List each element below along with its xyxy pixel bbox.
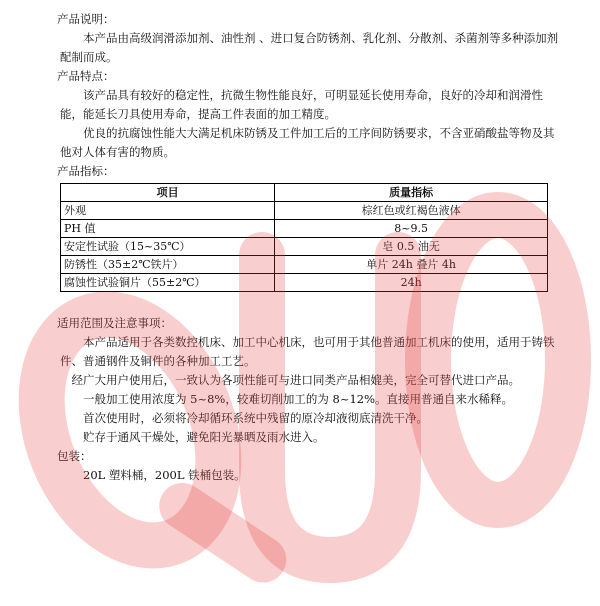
cell-item: 防锈性（35±2℃铁片）: [61, 256, 275, 274]
table-row: [61, 202, 548, 220]
table-row: [61, 220, 548, 238]
usage-paragraph-5: 贮存于通风干燥处，避免阳光暴晒及雨水进入。: [83, 430, 325, 444]
cell-item: 外观: [61, 202, 275, 220]
cell-value: 24h: [275, 274, 548, 292]
usage-paragraph-4: 首次使用时，必须将冷却循环系统中残留的原冷却液彻底清洗干净。: [83, 411, 428, 425]
usage-title: 适用范围及注意事项：: [57, 316, 172, 330]
features-paragraph-2: 优良的抗腐蚀性能大大满足机床防锈及工件加工后的工序间防锈要求，不含亚硝酸盐等物及其他对人体有害的物质。: [60, 126, 555, 159]
usage-paragraph-2: 经广大用户使用后，一致认为各项性能可与进口同类产品相媲美，完全可替代进口产品。: [71, 373, 520, 387]
table-header-row: [61, 184, 548, 202]
features-title: 产品特点：: [57, 69, 115, 83]
cell-value: 8~9.5: [275, 220, 548, 238]
cell-item: 腐蚀性试验铜片（55±2℃）: [61, 274, 275, 292]
header-quality: 质量指标: [275, 184, 548, 202]
header-item: 项目: [61, 184, 275, 202]
specs-title: 产品指标：: [57, 164, 115, 178]
packaging-paragraph: 20L 塑料桶，200L 铁桶包装。: [83, 468, 246, 482]
table-row: [61, 238, 548, 256]
usage-paragraph-1: 本产品适用于各类数控机床、加工中心机床，也可用于其他普通加工机床的使用，适用于铸铁件、普通钢件及铜件的各种加工工艺。: [60, 335, 555, 368]
cell-value: 棕红色或红褐色液体: [275, 202, 548, 220]
table-row: [61, 274, 548, 292]
cell-item: PH 值: [61, 220, 275, 238]
packaging-title: 包装：: [57, 449, 92, 463]
table-row: [61, 256, 548, 274]
cell-value: 单片 24h 叠片 4h: [275, 256, 548, 274]
cell-item: 安定性试验（15~35℃）: [61, 238, 275, 256]
intro-title: 产品说明：: [57, 12, 115, 26]
usage-paragraph-3: 一般加工使用浓度为 5~8%，较难切削加工的为 8~12%。直接用普通自来水稀释。: [83, 392, 514, 406]
document-body: [57, 10, 560, 485]
intro-paragraph: 本产品由高级润滑添加剂、油性剂 、进口复合防锈剂、乳化剂、分散剂、杀菌剂等多种添加剂配制而成。: [60, 31, 559, 64]
cell-value: 皂 0.5 油无: [275, 238, 548, 256]
specs-table: [60, 183, 548, 292]
features-paragraph-1: 该产品具有较好的稳定性，抗微生物性能良好，可明显延长使用寿命，良好的冷却和润滑性能，能延长刀具使用寿命，提高工件表面的加工精度。: [60, 88, 543, 121]
